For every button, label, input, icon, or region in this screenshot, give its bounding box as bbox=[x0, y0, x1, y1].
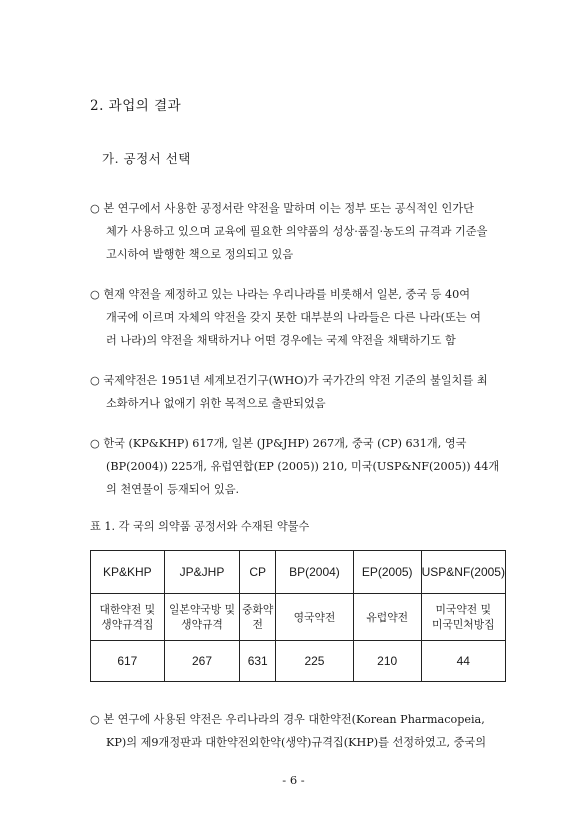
table-caption: 표 1. 각 국의 의약품 공정서와 수재된 약물수 bbox=[90, 520, 310, 533]
paragraph-line: ○ 본 연구에 사용된 약전은 우리나라의 경우 대한약전(Korean Pharmacopeia, bbox=[90, 713, 485, 726]
paragraph-line: ○ 본 연구에서 사용한 공정서란 약전을 말하며 이는 정부 또는 공식적인 인가단 bbox=[90, 202, 474, 215]
paragraph-international bbox=[90, 369, 506, 415]
table-header-cell: EP(2005) bbox=[353, 551, 421, 594]
table-row bbox=[91, 594, 506, 641]
cell-line: 전 bbox=[252, 618, 263, 631]
section-title: 2. 과업의 결과 bbox=[90, 98, 182, 114]
paragraph-counts bbox=[90, 432, 506, 501]
paragraph-line: KP)의 제9개정판과 대한약전외한약(생약)규격집(KHP)를 선정하였고, 중국의 bbox=[106, 736, 487, 749]
paragraph-line: ○ 국제약전은 1951년 세계보건기구(WHO)가 국가간의 약전 기준의 불일치를 최 bbox=[90, 374, 488, 387]
paragraph-definition bbox=[90, 197, 506, 266]
paragraph-selection bbox=[90, 708, 506, 754]
paragraph-line: (BP(2004)) 225개, 유럽연합(EP (2005)) 210, 미국(USP&NF(2005)) 44개 bbox=[106, 460, 500, 473]
table-cell: 617 bbox=[91, 641, 165, 682]
table-cell bbox=[421, 594, 505, 641]
cell-line: 일본약국방 및 bbox=[168, 603, 235, 616]
cell-line: 중화약 bbox=[242, 603, 274, 616]
table-header-row bbox=[91, 551, 506, 594]
table-header-cell: USP&NF(2005) bbox=[421, 551, 505, 594]
paragraph-line: 개국에 이르며 자체의 약전을 갖지 못한 대부분의 나라들은 다른 나라(또는 여 bbox=[106, 311, 481, 324]
paragraph-line: 의 천연물이 등재되어 있음. bbox=[106, 483, 240, 496]
cell-line: 생약규격집 bbox=[101, 618, 154, 631]
table-cell bbox=[276, 594, 354, 641]
cell-line: 대한약전 및 bbox=[99, 603, 156, 616]
table-cell bbox=[240, 594, 276, 641]
paragraph-line: 체가 사용하고 있으며 교육에 필요한 의약품의 성상·품질·농도의 규격과 기준을 bbox=[106, 225, 488, 238]
cell-line: 유럽약전 bbox=[366, 610, 409, 624]
sub-title: 가. 공정서 선택 bbox=[102, 151, 191, 166]
paragraph-line: ○ 한국 (KP&KHP) 617개, 일본 (JP&JHP) 267개, 중국 (CP) 631개, 영국 bbox=[90, 437, 467, 450]
table-cell: 225 bbox=[276, 641, 354, 682]
table-header-cell: JP&JHP bbox=[164, 551, 240, 594]
table-row bbox=[91, 641, 506, 682]
paragraph-line: 고시하여 발행한 책으로 정의되고 있음 bbox=[106, 248, 294, 261]
paragraph-line: 소화하거나 없애기 위한 목적으로 출판되었음 bbox=[106, 397, 326, 410]
paragraph-countries bbox=[90, 283, 506, 352]
cell-line: 미국민처방집 bbox=[432, 618, 495, 631]
table-cell bbox=[164, 594, 240, 641]
cell-line: 생약규격 bbox=[181, 618, 223, 631]
table-cell: 631 bbox=[240, 641, 276, 682]
table-cell: 44 bbox=[421, 641, 505, 682]
table-cell bbox=[353, 594, 421, 641]
table-header-cell: BP(2004) bbox=[276, 551, 354, 594]
table-cell: 267 bbox=[164, 641, 240, 682]
table-cell: 210 bbox=[353, 641, 421, 682]
page-number: - 6 - bbox=[282, 773, 305, 787]
paragraph-line: ○ 현재 약전을 제정하고 있는 나라는 우리나라를 비롯해서 일본, 중국 등 40여 bbox=[90, 288, 471, 301]
cell-line: 미국약전 및 bbox=[435, 603, 492, 616]
pharmacopoeia-table bbox=[90, 550, 506, 682]
table-header-cell: CP bbox=[240, 551, 276, 594]
cell-line: 영국약전 bbox=[293, 610, 336, 624]
table-header-cell: KP&KHP bbox=[91, 551, 165, 594]
paragraph-line: 러 나라)의 약전을 채택하거나 어떤 경우에는 국제 약전을 채택하기도 함 bbox=[106, 334, 456, 347]
table-cell bbox=[91, 594, 165, 641]
